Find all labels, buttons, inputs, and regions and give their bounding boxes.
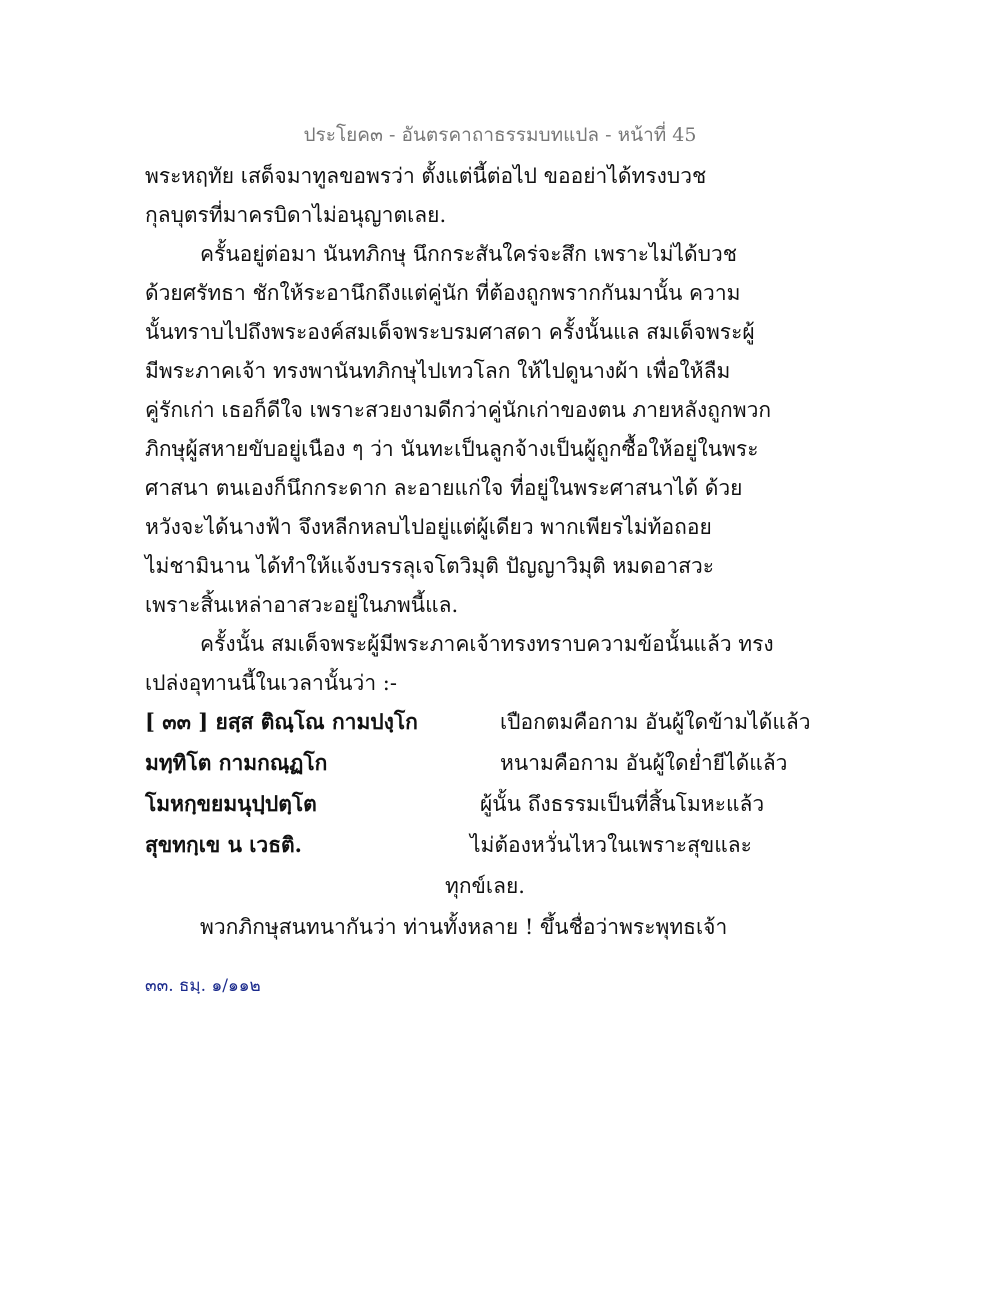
verse-thai-line: หนามคือกาม อันผู้ใดย่ำยีได้แล้ว	[500, 751, 788, 775]
text-line: ด้วยศรัทธา ชักให้ระอานึกถึงแต่คู่นัก ที่ต้องถูกพรากกันมานั้น ความ	[145, 281, 741, 305]
verse-thai-line: ผู้นั้น ถึงธรรมเป็นที่สิ้นโมหะแล้ว	[480, 792, 765, 816]
text-line: มีพระภาคเจ้า ทรงพานันทภิกษุไปเทวโลก ให้ไปดูนางผ้า เพื่อให้ลืม	[145, 359, 731, 383]
verse-continuation: ทุกข์เลย.	[445, 874, 525, 898]
verse-pali-line: สุขทกฺเข น เวธติ.	[145, 832, 302, 857]
verse-thai-line: ไม่ต้องหวั่นไหวในเพราะสุขและ	[470, 833, 752, 857]
text-line: ครั้นอยู่ต่อมา นันทภิกษุ นึกกระสันใคร่จะสึก เพราะไม่ได้บวช	[200, 242, 738, 266]
text-line: คู่รักเก่า เธอก็ดีใจ เพราะสวยงามดีกว่าคู่นักเก่าของตน ภายหลังถูกพวก	[145, 398, 772, 422]
text-line: ภิกษุผู้สหายขับอยู่เนือง ๆ ว่า นันทะเป็นลูกจ้างเป็นผู้ถูกซื้อให้อยู่ในพระ	[145, 437, 759, 461]
text-line: ไม่ชามินาน ได้ทำให้แจ้งบรรลุเจโตวิมุติ ปัญญาวิมุติ หมดอาสวะ	[145, 554, 715, 578]
verse-pali-line: มทฺทิโต กามกณฺฏโก	[145, 750, 328, 775]
text-line: หวังจะได้นางฟ้า จึงหลีกหลบไปอยู่แต่ผู้เดียว พากเพียรไม่ท้อถอย	[145, 515, 712, 539]
text-line: กุลบุตรที่มาครบิดาไม่อนุญาตเลย.	[145, 203, 447, 227]
text-line: ครั้งนั้น สมเด็จพระผู้มีพระภาคเจ้าทรงทราบความข้อนั้นแล้ว ทรง	[200, 632, 774, 656]
footnote: ๓๓. ธมฺ. ๑/๑๑๒	[145, 976, 261, 996]
verse-pali-line: โมหกฺขยมนุปฺปตฺโต	[145, 791, 317, 816]
page-header: ประโยค๓ - อันตรคาถาธรรมบทแปล - หน้าที่ 45	[303, 124, 697, 146]
text-line: เปล่งอุทานนี้ในเวลานั้นว่า :-	[145, 671, 397, 695]
verse-thai-line: เปือกตมคือกาม อันผู้ใดข้ามได้แล้ว	[500, 710, 811, 734]
text-line: พระหฤทัย เสด็จมาทูลขอพรว่า ตั้งแต่นี้ต่อไป ขออย่าได้ทรงบวช	[145, 164, 707, 188]
text-line: นั้นทราบไปถึงพระองค์สมเด็จพระบรมศาสดา ครั้งนั้นแล สมเด็จพระผู้	[145, 320, 755, 344]
text-line: ศาสนา ตนเองก็นึกกระดาก ละอายแก่ใจ ที่อยู่ในพระศาสนาได้ ด้วย	[145, 476, 743, 500]
closing-line: พวกภิกษุสนทนากันว่า ท่านทั้งหลาย ! ขึ้นชื่อว่าพระพุทธเจ้า	[200, 915, 728, 939]
text-line: เพราะสิ้นเหล่าอาสวะอยู่ในภพนี้แล.	[145, 593, 459, 617]
verse-pali-line: [ ๓๓ ] ยสฺส ติณฺโณ กามปงฺโก	[145, 709, 418, 734]
